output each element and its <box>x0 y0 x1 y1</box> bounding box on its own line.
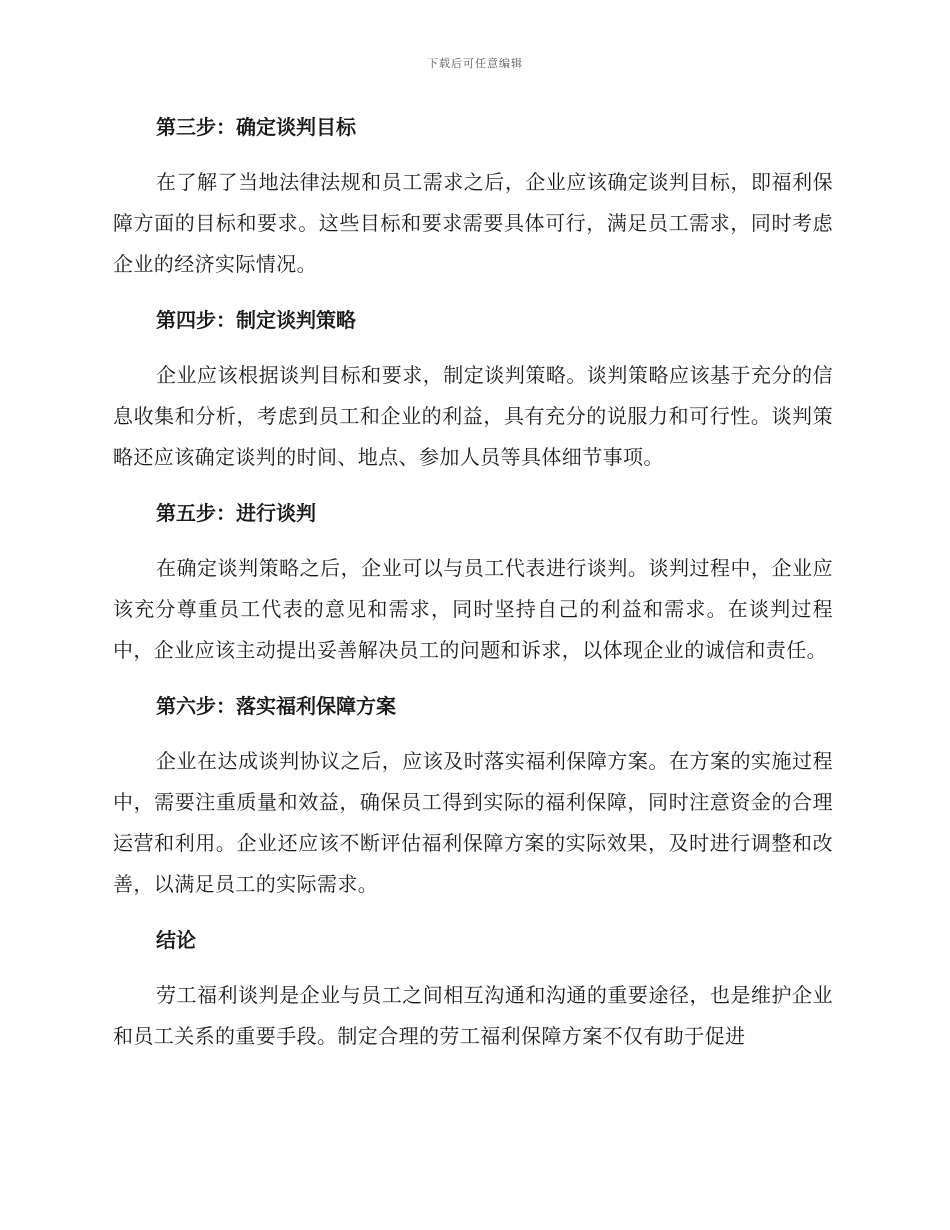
section-paragraph-step-5: 在确定谈判策略之后，企业可以与员工代表进行谈判。谈判过程中，企业应该充分尊重员工代表的意见和需求，同时坚持自己的利益和需求。在谈判过程中，企业应该主动提出妥善解决员工的问题和诉求，以体现企业的诚信和责任。 <box>113 556 833 662</box>
section-paragraph-conclusion: 劳工福利谈判是企业与员工之间相互沟通和沟通的重要途径，也是维护企业和员工关系的重要手段。制定合理的劳工福利保障方案不仅有助于促进 <box>113 983 833 1048</box>
section-heading-step-4: 第四步：制定谈判策略 <box>156 308 356 332</box>
section-paragraph-step-6: 企业在达成谈判协议之后，应该及时落实福利保障方案。在方案的实施过程中，需要注重质量和效益，确保员工得到实际的福利保障，同时注意资金的合理运营和利用。企业还应该不断评估福利保障方案的实际效果，及时进行调整和改善，以满足员工的实际需求。 <box>113 749 833 896</box>
section-heading-conclusion: 结论 <box>156 928 196 952</box>
section-paragraph-step-3: 在了解了当地法律法规和员工需求之后，企业应该确定谈判目标，即福利保障方面的目标和要求。这些目标和要求需要具体可行，满足员工需求，同时考虑企业的经济实际情况。 <box>113 170 833 276</box>
section-paragraph-step-4: 企业应该根据谈判目标和要求，制定谈判策略。谈判策略应该基于充分的信息收集和分析，考虑到员工和企业的利益，具有充分的说服力和可行性。谈判策略还应该确定谈判的时间、地点、参加人员等具体细节事项。 <box>113 363 833 469</box>
section-heading-step-5: 第五步：进行谈判 <box>156 501 316 525</box>
page-header: 下载后可任意编辑 <box>427 57 523 70</box>
section-heading-step-3: 第三步：确定谈判目标 <box>156 115 356 139</box>
section-heading-step-6: 第六步：落实福利保障方案 <box>156 694 396 718</box>
document-body <box>113 108 833 1073</box>
